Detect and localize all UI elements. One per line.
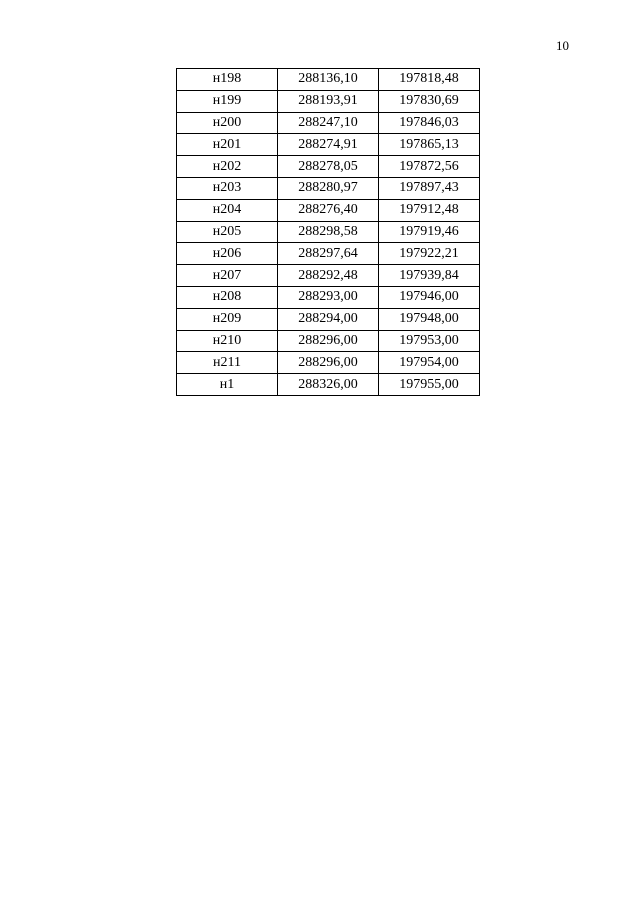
y-coordinate-cell: 197946,00 — [379, 286, 480, 308]
point-name-cell: н200 — [177, 112, 278, 134]
point-name-cell: н198 — [177, 69, 278, 91]
x-coordinate-cell: 288297,64 — [278, 243, 379, 265]
point-name-cell: н208 — [177, 286, 278, 308]
x-coordinate-cell: 288298,58 — [278, 221, 379, 243]
point-name-cell: н1 — [177, 374, 278, 396]
y-coordinate-cell: 197919,46 — [379, 221, 480, 243]
y-coordinate-cell: 197922,21 — [379, 243, 480, 265]
x-coordinate-cell: 288293,00 — [278, 286, 379, 308]
table-row — [177, 243, 480, 265]
y-coordinate-cell: 197912,48 — [379, 199, 480, 221]
x-coordinate-cell: 288296,00 — [278, 352, 379, 374]
table-row — [177, 112, 480, 134]
y-coordinate-cell: 197830,69 — [379, 90, 480, 112]
table-row — [177, 69, 480, 91]
x-coordinate-cell: 288292,48 — [278, 265, 379, 287]
x-coordinate-cell: 288278,05 — [278, 156, 379, 178]
table-row — [177, 221, 480, 243]
table-row — [177, 330, 480, 352]
y-coordinate-cell: 197872,56 — [379, 156, 480, 178]
point-name-cell: н206 — [177, 243, 278, 265]
y-coordinate-cell: 197955,00 — [379, 374, 480, 396]
table-row — [177, 265, 480, 287]
coordinates-table — [176, 68, 480, 396]
y-coordinate-cell: 197939,84 — [379, 265, 480, 287]
x-coordinate-cell: 288280,97 — [278, 177, 379, 199]
y-coordinate-cell: 197846,03 — [379, 112, 480, 134]
y-coordinate-cell: 197953,00 — [379, 330, 480, 352]
y-coordinate-cell: 197865,13 — [379, 134, 480, 156]
table-row — [177, 134, 480, 156]
table-row — [177, 156, 480, 178]
point-name-cell: н207 — [177, 265, 278, 287]
table-row — [177, 308, 480, 330]
y-coordinate-cell: 197948,00 — [379, 308, 480, 330]
coordinates-table-body — [177, 69, 480, 396]
table-row — [177, 286, 480, 308]
x-coordinate-cell: 288193,91 — [278, 90, 379, 112]
point-name-cell: н202 — [177, 156, 278, 178]
x-coordinate-cell: 288274,91 — [278, 134, 379, 156]
page-number: 10 — [556, 38, 569, 53]
point-name-cell: н199 — [177, 90, 278, 112]
table-row — [177, 90, 480, 112]
table-row — [177, 177, 480, 199]
point-name-cell: н211 — [177, 352, 278, 374]
y-coordinate-cell: 197818,48 — [379, 69, 480, 91]
y-coordinate-cell: 197897,43 — [379, 177, 480, 199]
x-coordinate-cell: 288136,10 — [278, 69, 379, 91]
point-name-cell: н204 — [177, 199, 278, 221]
point-name-cell: н210 — [177, 330, 278, 352]
x-coordinate-cell: 288294,00 — [278, 308, 379, 330]
table-row — [177, 374, 480, 396]
point-name-cell: н205 — [177, 221, 278, 243]
point-name-cell: н201 — [177, 134, 278, 156]
point-name-cell: н209 — [177, 308, 278, 330]
y-coordinate-cell: 197954,00 — [379, 352, 480, 374]
point-name-cell: н203 — [177, 177, 278, 199]
table-row — [177, 199, 480, 221]
table-row — [177, 352, 480, 374]
x-coordinate-cell: 288296,00 — [278, 330, 379, 352]
x-coordinate-cell: 288247,10 — [278, 112, 379, 134]
x-coordinate-cell: 288326,00 — [278, 374, 379, 396]
x-coordinate-cell: 288276,40 — [278, 199, 379, 221]
